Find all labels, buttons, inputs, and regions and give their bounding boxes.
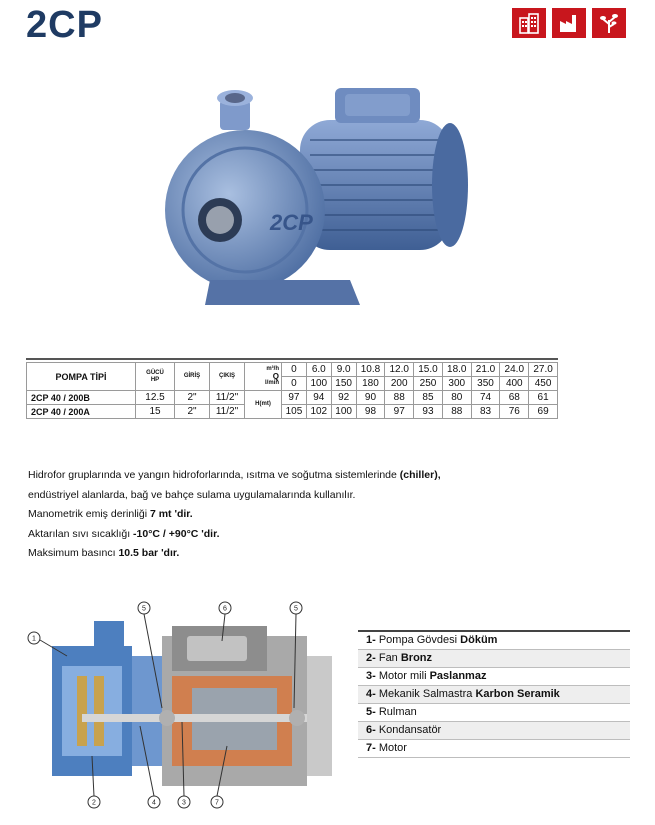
callout-label: 6	[223, 605, 227, 613]
flow-m3h-cell: 9.0	[331, 363, 356, 377]
flow-lmin-cell: 150	[331, 377, 356, 391]
flow-lmin-cell: 400	[500, 377, 529, 391]
legend-item: 2- Fan Bronz	[358, 650, 630, 668]
model-cell: 2CP 40 / 200B	[27, 391, 136, 405]
head-cell: 80	[442, 391, 471, 405]
table-top-rule	[26, 358, 558, 360]
desc-line: endüstriyel alanlarda, bağ ve bahçe sulama uygulamalarında kullanılır.	[28, 488, 356, 501]
flow-m3h-cell: 6.0	[306, 363, 331, 377]
legend-item: 1- Pompa Gövdesi Döküm	[358, 630, 630, 650]
cikis-cell: 11/2"	[210, 391, 245, 405]
head-cell: 93	[414, 405, 443, 419]
callout-label: 5	[294, 605, 298, 613]
head-cell: 98	[356, 405, 385, 419]
callout-label: 3	[182, 799, 186, 807]
head-cell: 74	[471, 391, 500, 405]
giris-cell: 2"	[175, 391, 210, 405]
head-cell: 68	[500, 391, 529, 405]
building-icon	[512, 8, 546, 38]
col-q: m³/h Q l/min	[245, 363, 282, 391]
flow-m3h-cell: 27.0	[529, 363, 558, 377]
desc-line: Hidrofor gruplarında ve yangın hidroforlarında, ısıtma ve soğutma sistemlerinde (chiller),	[28, 469, 441, 481]
col-cikis: ÇIKIŞ	[210, 363, 245, 391]
head-cell: 97	[282, 391, 307, 405]
cikis-cell: 11/2"	[210, 405, 245, 419]
flow-m3h-cell: 18.0	[442, 363, 471, 377]
factory-icon	[552, 8, 586, 38]
desc-line: Aktarılan sıvı sıcaklığı -10°C / +90°C 'dir.	[28, 527, 220, 540]
giris-cell: 2"	[175, 405, 210, 419]
table-row	[27, 391, 558, 405]
head-cell: 85	[414, 391, 443, 405]
hp-cell: 12.5	[136, 391, 175, 405]
head-cell: 92	[331, 391, 356, 405]
desc-line: Manometrik emiş derinliği 7 mt 'dir.	[28, 508, 193, 520]
head-cell: 88	[442, 405, 471, 419]
callout-label: 2	[92, 799, 96, 807]
legend-item: 5- Rulman	[358, 704, 630, 722]
callout-label: 1	[32, 635, 36, 643]
legend-item: 7- Motor	[358, 740, 630, 758]
head-cell: 97	[385, 405, 414, 419]
table-row	[27, 405, 558, 419]
head-cell: 88	[385, 391, 414, 405]
flow-m3h-cell: 10.8	[356, 363, 385, 377]
flow-lmin-cell: 200	[385, 377, 414, 391]
flow-m3h-cell: 0	[282, 363, 307, 377]
description	[28, 466, 628, 564]
callout-label: 5	[142, 605, 146, 613]
spec-table	[26, 362, 558, 419]
head-cell: 61	[529, 391, 558, 405]
legend-item: 4- Mekanik Salmastra Karbon Seramik	[358, 686, 630, 704]
head-cell: 69	[529, 405, 558, 419]
page-title: 2CP	[26, 4, 103, 46]
legend-item: 6- Kondansatör	[358, 722, 630, 740]
flow-m3h-cell: 24.0	[500, 363, 529, 377]
flow-m3h-cell: 21.0	[471, 363, 500, 377]
callout-label: 4	[152, 799, 156, 807]
head-cell: 105	[282, 405, 307, 419]
flow-lmin-cell: 300	[442, 377, 471, 391]
col-pompa-tipi: POMPA TİPİ	[27, 363, 136, 391]
head-cell: 90	[356, 391, 385, 405]
hp-cell: 15	[136, 405, 175, 419]
flow-lmin-cell: 350	[471, 377, 500, 391]
col-giris: GİRİŞ	[175, 363, 210, 391]
head-cell: 100	[331, 405, 356, 419]
plant-icon	[592, 8, 626, 38]
cutaway-diagram	[22, 596, 342, 816]
head-cell: 94	[306, 391, 331, 405]
desc-line: Maksimum basıncı 10.5 bar 'dır.	[28, 547, 180, 559]
flow-m3h-cell: 12.0	[385, 363, 414, 377]
application-badges	[512, 8, 626, 38]
head-cell: 102	[306, 405, 331, 419]
h-label-cell: H(mt)	[245, 391, 282, 419]
flow-lmin-cell: 0	[282, 377, 307, 391]
flow-lmin-cell: 180	[356, 377, 385, 391]
flow-lmin-cell: 250	[414, 377, 443, 391]
pump-image	[150, 80, 470, 330]
parts-legend	[358, 630, 630, 758]
flow-m3h-cell: 15.0	[414, 363, 443, 377]
head-cell: 83	[471, 405, 500, 419]
legend-item: 3- Motor mili Paslanmaz	[358, 668, 630, 686]
svg-text:2CP: 2CP	[270, 210, 313, 235]
callout-label: 7	[215, 799, 219, 807]
flow-lmin-cell: 450	[529, 377, 558, 391]
flow-lmin-cell: 100	[306, 377, 331, 391]
head-cell: 76	[500, 405, 529, 419]
table-header-row-1	[27, 363, 558, 377]
col-gucu: GÜCÜ HP	[136, 363, 175, 391]
model-cell: 2CP 40 / 200A	[27, 405, 136, 419]
